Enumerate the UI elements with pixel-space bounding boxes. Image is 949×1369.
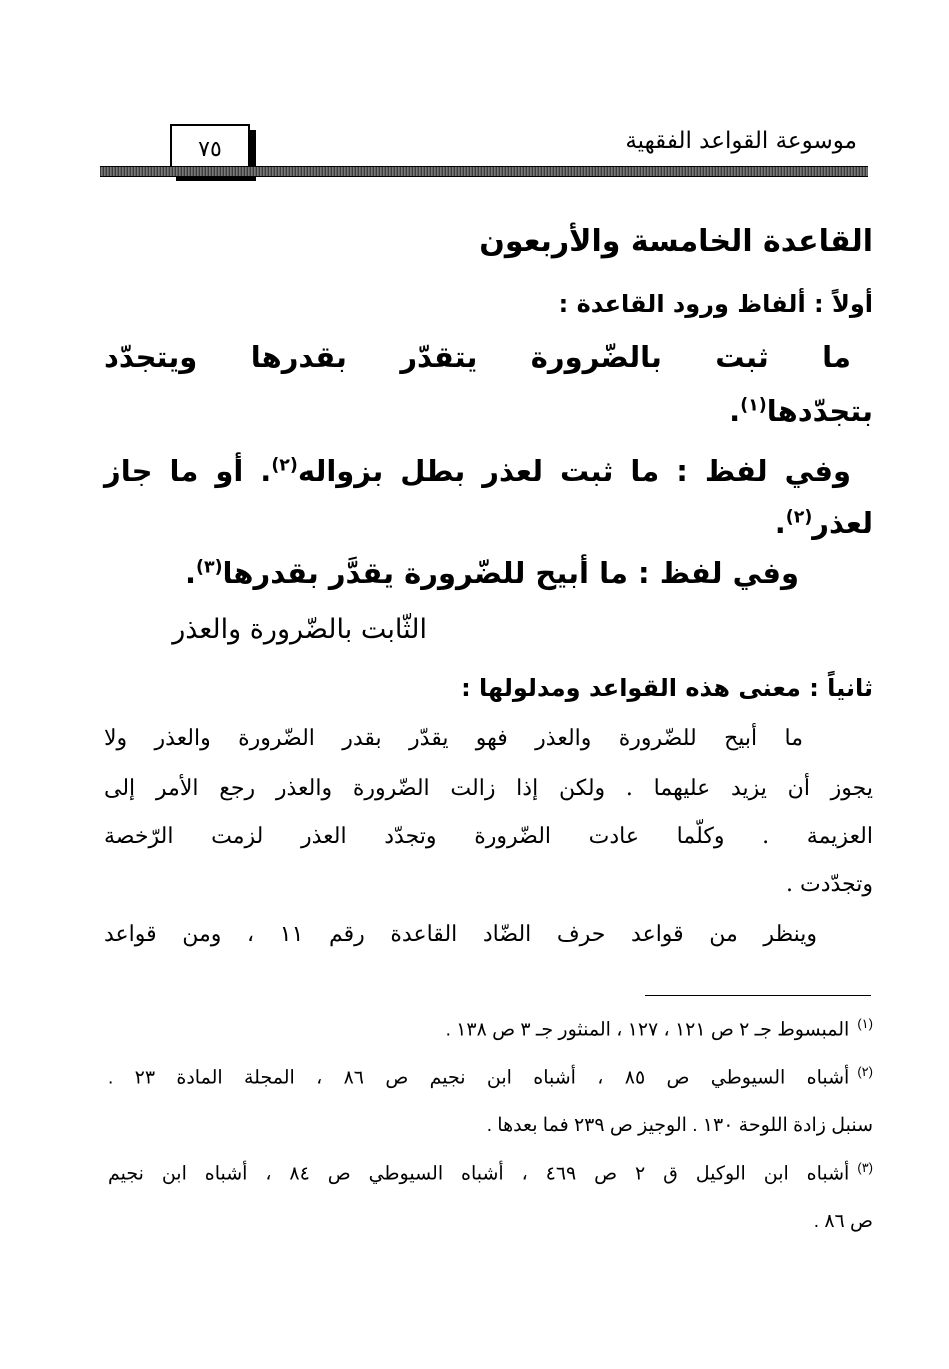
footnote-ref: (٢) (271, 455, 298, 476)
paragraph-1-line-4: وتجدّدت . (786, 872, 873, 897)
footnote-ref: (٣) (196, 557, 223, 578)
footnote-2-line-1 (108, 1064, 873, 1089)
footnote-text: المبسوط جـ ٢ ص ١٢١ ، ١٢٧ ، المنثور جـ ٣ ص ١٣٨ . (445, 1019, 850, 1041)
section-1-title: أولاً : ألفاظ ورود القاعدة : (558, 290, 873, 318)
rule-1-line-1: ما ثبت بالضّرورة يتقدّر بقدرها ويتجدّد (104, 340, 851, 374)
rule-heading: القاعدة الخامسة والأربعون (479, 224, 873, 259)
footnote-2-line-2: سنبل زادة اللوحة ١٣٠ . الوجيز ص ٢٣٩ فما بعدها . (486, 1115, 873, 1136)
footnote-marker: (٢) (857, 1064, 873, 1079)
footnote-marker: (١) (857, 1016, 873, 1031)
rule-3-line: وفي لفظ : ما أبيح للضّرورة يقدَّر بقدرها$^{(٣)}$. (184, 556, 799, 590)
footnote-text: أشباه ابن الوكيل ق ٢ ص ٤٦٩ ، أشباه السيوطي ص ٨٤ ، أشباه ابن نجيم (108, 1163, 850, 1185)
footnote-marker: (٣) (857, 1160, 874, 1175)
footnote-separator (645, 995, 871, 996)
subtopic-label: الثّابت بالضّرورة والعذر (172, 614, 427, 645)
page-number: ٧٥ (198, 137, 222, 162)
rule-2-line-1 (104, 454, 851, 488)
rule-2-text-a: وفي لفظ : ما ثبت لعذر بطل بزواله (297, 454, 852, 488)
running-header-title: موسوعة القواعد الفقهية (625, 128, 857, 154)
rule-3-text: وفي لفظ : ما أبيح للضّرورة يقدَّر بقدرها (222, 556, 799, 590)
paragraph-1-line-3: العزيمة . وكلّما عادت الضّرورة وتجدّد العذر لزمت الرّخصة (104, 824, 873, 849)
footnote-text: أشباه السيوطي ص ٨٥ ، أشباه ابن نجيم ص ٨٦ ، المجلة المادة ٢٣ . (108, 1067, 850, 1089)
rule-2-text-b: . أو ما جاز (104, 454, 272, 488)
paragraph-1-line-1: ما أبيح للضّرورة والعذر فهو يقدّر بقدر الضّرورة والعذر ولا (104, 726, 803, 751)
footnote-1 (446, 1016, 873, 1041)
rule-2-text-c: لعذر (812, 506, 873, 540)
footnote-ref: (٢) (785, 507, 813, 528)
rule-1-line-2: بتجدّدها$^{(١)}$. (729, 394, 873, 428)
header-rule (100, 166, 868, 177)
rule-1-text: بتجدّدها (766, 394, 873, 428)
rule-2-line-2: لعذر$^{(٢)}$. (774, 506, 873, 540)
paragraph-2-line-1: وينظر من قواعد حرف الضّاد القاعدة رقم ١١ ، ومن قواعد (104, 922, 818, 947)
footnote-3-line-2: ص ٨٦ . (813, 1211, 873, 1232)
footnote-ref: (١) (740, 395, 767, 416)
section-2-title: ثانياً : معنى هذه القواعد ومدلولها : (461, 674, 873, 702)
footnote-3-line-1 (108, 1160, 873, 1185)
paragraph-1-line-2: يجوز أن يزيد عليهما . ولكن إذا زالت الضّرورة والعذر رجع الأمر إلى (104, 776, 873, 801)
